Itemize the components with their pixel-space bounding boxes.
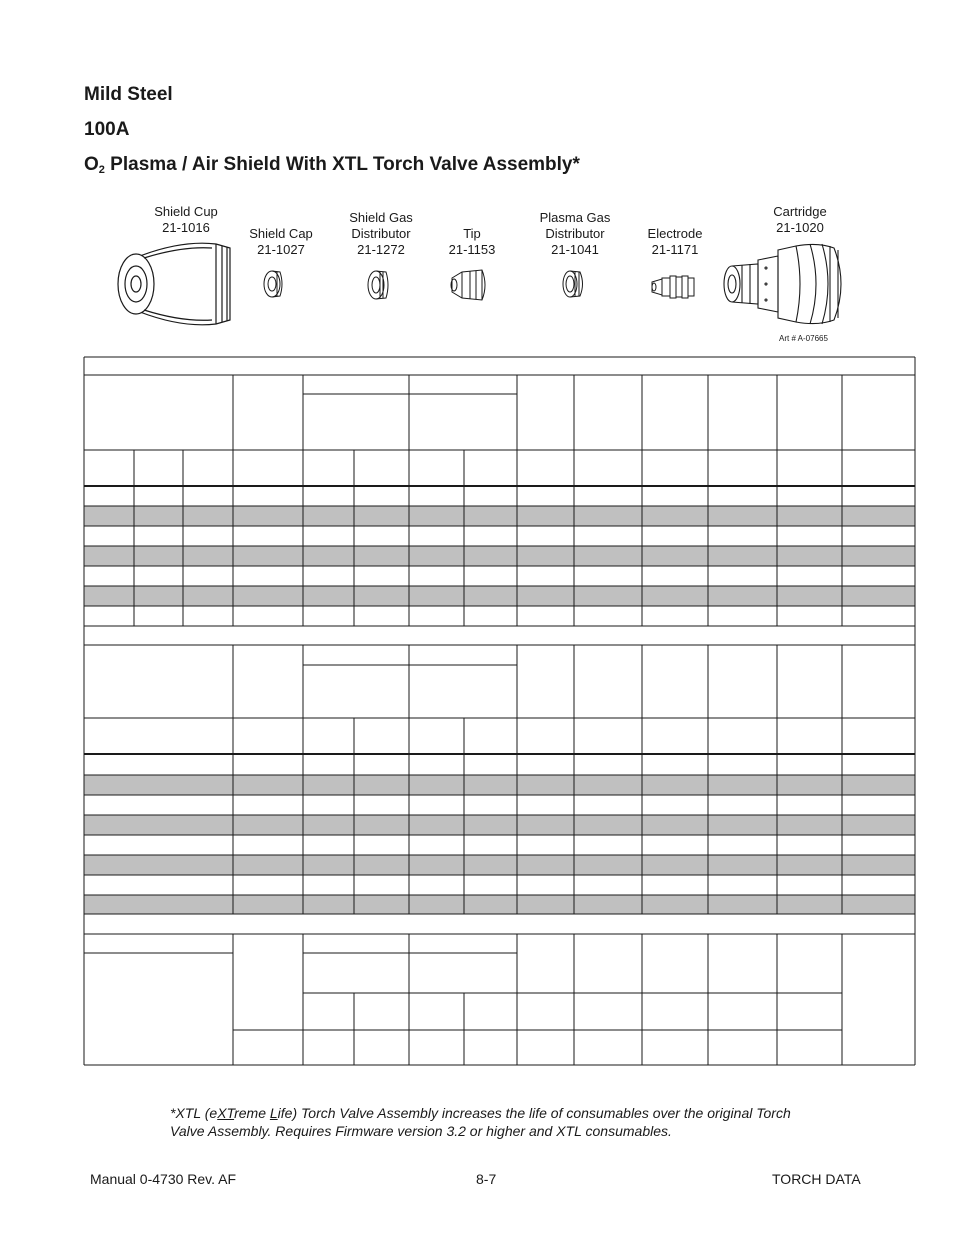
process-text: Plasma / Air Shield With XTL Torch Valve Assembly* bbox=[104, 154, 580, 175]
part-label: Shield Cap bbox=[249, 226, 313, 241]
table-row-shaded bbox=[84, 506, 915, 526]
part-label: Shield Gas Distributor bbox=[349, 210, 413, 241]
footnote-text: *XTL (e bbox=[170, 1105, 218, 1121]
part-label: Shield Cup bbox=[154, 204, 218, 219]
footer-page-number: 8-7 bbox=[476, 1171, 497, 1187]
part-label: Electrode bbox=[647, 226, 703, 241]
table-row-shaded bbox=[84, 895, 915, 914]
part-number: 21-1020 bbox=[776, 220, 824, 235]
table-row-shaded bbox=[84, 815, 915, 835]
part-number: 21-1153 bbox=[448, 242, 496, 257]
part-number: 21-1027 bbox=[257, 242, 305, 257]
part-number: 21-1272 bbox=[357, 242, 405, 257]
part-number: 21-1041 bbox=[551, 242, 599, 257]
oxygen-symbol: O bbox=[84, 154, 99, 175]
material-heading: Mild Steel bbox=[84, 84, 173, 105]
part-number: 21-1171 bbox=[651, 242, 699, 257]
oxygen-subscript: 2 bbox=[98, 164, 105, 176]
part-label: Plasma Gas Distributor bbox=[539, 210, 611, 241]
xtl-footnote bbox=[170, 1104, 810, 1140]
amperage-heading: 100A bbox=[84, 119, 130, 140]
footnote-underlined: XT bbox=[217, 1105, 235, 1121]
part-label: Tip bbox=[463, 226, 481, 241]
table-row-shaded bbox=[84, 775, 915, 795]
part-label: Cartridge bbox=[773, 204, 827, 219]
table-row-shaded bbox=[84, 855, 915, 875]
table-row-shaded bbox=[84, 586, 915, 606]
footer-manual: Manual 0-4730 Rev. AF bbox=[90, 1171, 237, 1187]
footer-section: TORCH DATA bbox=[772, 1171, 861, 1187]
table-row-shaded bbox=[84, 546, 915, 566]
footnote-text: reme bbox=[234, 1105, 270, 1121]
footnote-underlined: L bbox=[269, 1105, 278, 1121]
part-number: 21-1016 bbox=[162, 220, 210, 235]
footnote-text: ife) Torch Valve Assembly increases the life of consumables over the original Torch Valve Assembly. Requires Firmware version 3.2 or higher and XTL consumables. bbox=[170, 1105, 791, 1139]
art-number: Art # A-07665 bbox=[779, 334, 828, 343]
